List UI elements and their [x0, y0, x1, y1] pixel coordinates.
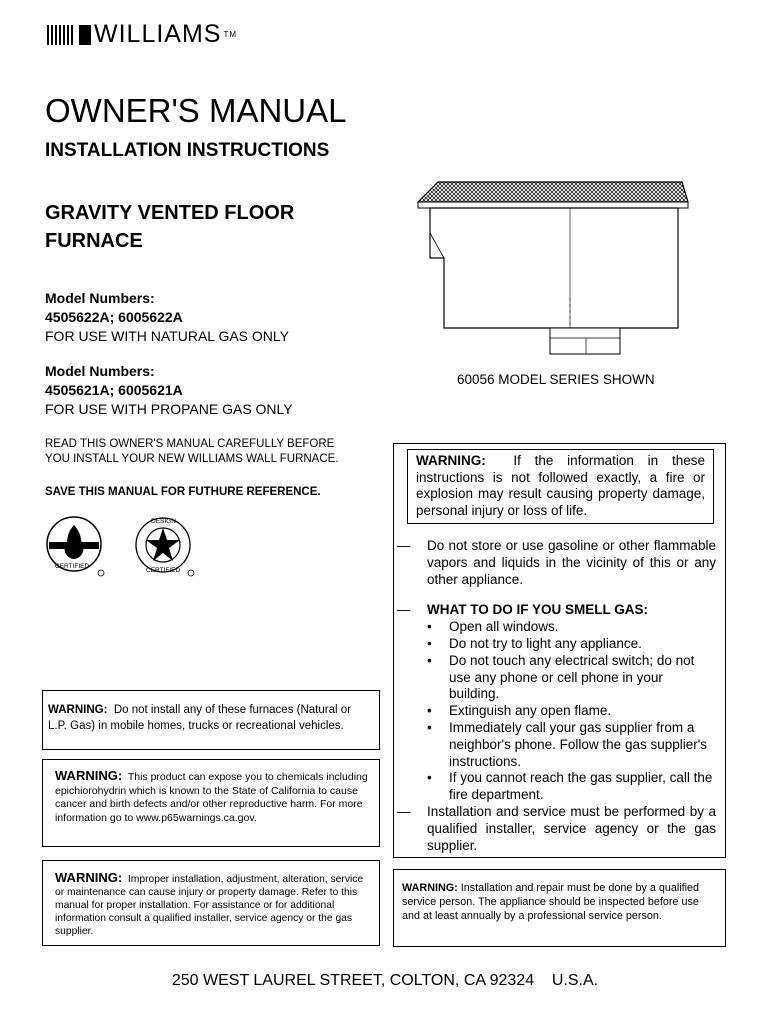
logo-block-icon: [79, 25, 91, 45]
trademark-mark: TM: [223, 30, 238, 39]
instruction-no-gasoline: — Do not store or use gasoline or other flammable vapors and liquids in the vicinity of this or any other appliance.: [397, 538, 716, 587]
instruction-qualified-installer: — Installation and service must be performed by a qualified installer, service agency or the gas supplier.: [397, 803, 716, 853]
product-name: GRAVITY VENTED FLOOR FURNACE: [45, 202, 295, 252]
list-item: • Do not try to light any appliance.: [449, 636, 716, 653]
list-item: • Immediately call your gas supplier from a neighbor's phone. Follow the gas supplier's instructions.: [449, 720, 716, 770]
brand-logo: [47, 20, 237, 49]
warning-fire-explosion: WARNING: If the information in these instructions is not followed exactly, a fire or explosion may result causing property damage, personal injury or loss of life.: [407, 449, 714, 524]
furnace-illustration: [410, 178, 700, 363]
list-item: • If you cannot reach the gas supplier, call the fire department.: [449, 770, 716, 804]
safety-instructions: [397, 538, 716, 854]
company-address: 250 WEST LAUREL STREET, COLTON, CA 92324 U.S.A.: [171, 972, 599, 989]
image-caption: 60056 MODEL SERIES SHOWN: [457, 372, 655, 387]
warning-mobile-homes: WARNING: Do not install any of these furnaces (Natural or L.P. Gas) in mobile homes, trucks or recreational vehicles.: [42, 690, 380, 750]
gas-steps-list: [397, 619, 716, 804]
warning-improper-installation: WARNING: Improper installation, adjustment, alteration, service or maintenance can cause injury or property damage. Refer to this manual for proper installation. For assistance or for additional information consult a qualified installer, service agency or the gas supplier.: [42, 860, 380, 946]
badge-2-top-label: DESIGN: [151, 518, 176, 525]
model-block-natural: Model Numbers: 4505622A; 6005622A FOR USE WITH NATURAL GAS ONLY: [45, 290, 289, 344]
logo-stripes-icon: [47, 25, 75, 45]
warning-prop65: WARNING: This product can expose you to chemicals including epichiorohydrin which is known to the State of California to cause cancer and birth defects and/or other reproductive harm. For more information go to www.p65warnings.ca.gov.: [42, 759, 380, 847]
list-item: • Extinguish any open flame.: [449, 703, 716, 720]
page-subtitle: INSTALLATION INSTRUCTIONS: [45, 140, 330, 161]
list-item: • Open all windows.: [449, 619, 716, 636]
page-title: OWNER'S MANUAL: [45, 92, 347, 129]
warning-qualified-service: WARNING: Installation and repair must be done by a qualified service person. The appliance should be inspected before use and at least annually by a professional service person.: [393, 869, 726, 947]
brand-name: WILLIAMS: [94, 20, 222, 48]
list-item: • Do not touch any electrical switch; do not use any phone or cell phone in your building.: [449, 653, 716, 703]
read-notice: READ THIS OWNER'S MANUAL CAREFULLY BEFORE YOU INSTALL YOUR NEW WILLIAMS WALL FURNACE.: [45, 438, 339, 465]
instruction-smell-gas-heading: — WHAT TO DO IF YOU SMELL GAS:: [397, 602, 649, 618]
badge-2-bottom-label: CERTIFIED: [146, 567, 181, 574]
model-block-propane: Model Numbers: 4505621A; 6005621A FOR USE WITH PROPANE GAS ONLY: [45, 363, 293, 417]
badge-1-label: CERTIFIED: [55, 563, 90, 570]
save-notice: SAVE THIS MANUAL FOR FUTHURE REFERENCE.: [45, 486, 321, 498]
